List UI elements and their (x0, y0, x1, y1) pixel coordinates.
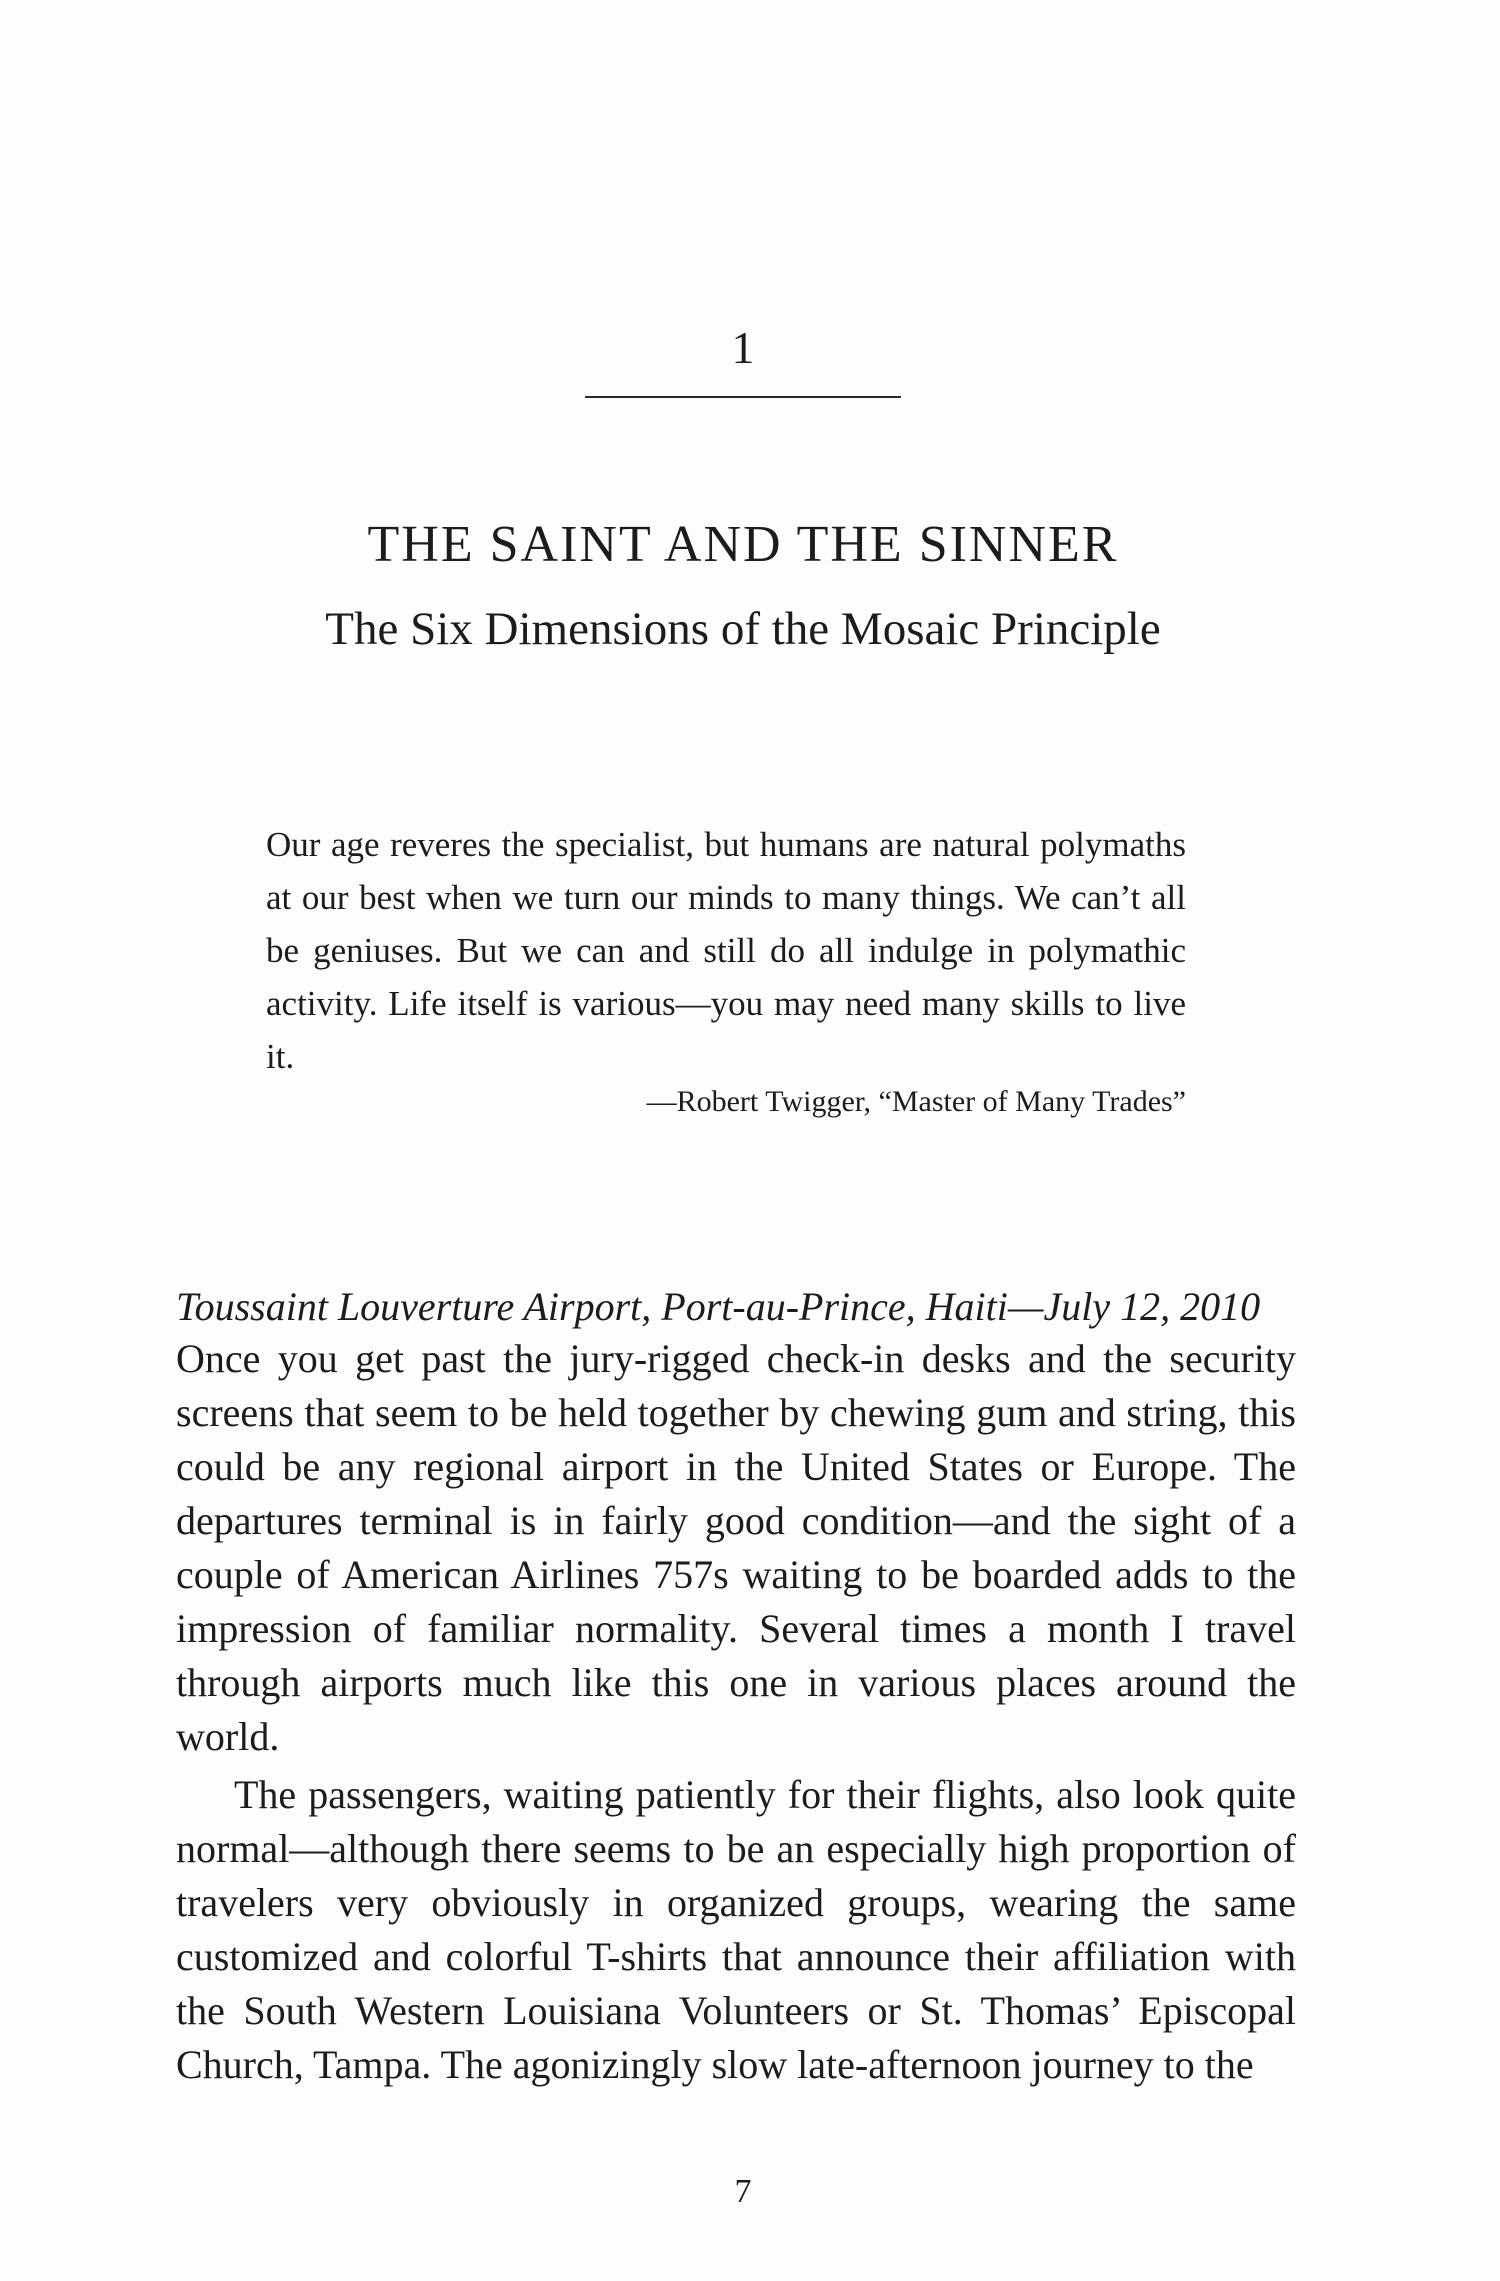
epigraph (266, 818, 1186, 1083)
body-text (176, 1332, 1296, 2092)
paragraph: Once you get past the jury-rigged check-in desks and the security screens that seem to be held together by chewing gum and string, this could be any regional airport in the United States or Europe. The departures terminal is in fairly good condition—and the sight of a couple of American Airlines 757s waiting to be boarded adds to the impression of familiar normality. Several times a month I travel through airports much like this one in various places around the world. (176, 1336, 1296, 1759)
chapter-title: THE SAINT AND THE SINNER (367, 516, 1119, 573)
section-dateline: Toussaint Louverture Airport, Port-au-Prince, Haiti—July 12, 2010 (176, 1284, 1261, 1329)
paragraph: The passengers, waiting patiently for their flights, also look quite normal—although there seems to be an especially high proportion of travelers very obviously in organized groups, wearing the same customized and colorful T-shirts that announce their affiliation with the South Western Louisiana Volunteers or St. Thomas’ Episcopal Church, Tampa. The agonizingly slow late-afternoon journey to the (176, 1772, 1296, 2087)
page-number: 7 (734, 2173, 752, 2210)
chapter-subtitle: The Six Dimensions of the Mosaic Principle (325, 603, 1161, 655)
chapter-divider (585, 396, 901, 398)
chapter-number: 1 (731, 322, 755, 373)
epigraph-attribution: —Robert Twigger, “Master of Many Trades” (646, 1085, 1186, 1118)
epigraph-text: Our age reveres the specialist, but humans are natural polymaths at our best when we turn our minds to many things. We can’t all be geniuses. But we can and still do all indulge in polymathic activity. Life itself is various—you may need many skills to live it. (266, 825, 1186, 1076)
